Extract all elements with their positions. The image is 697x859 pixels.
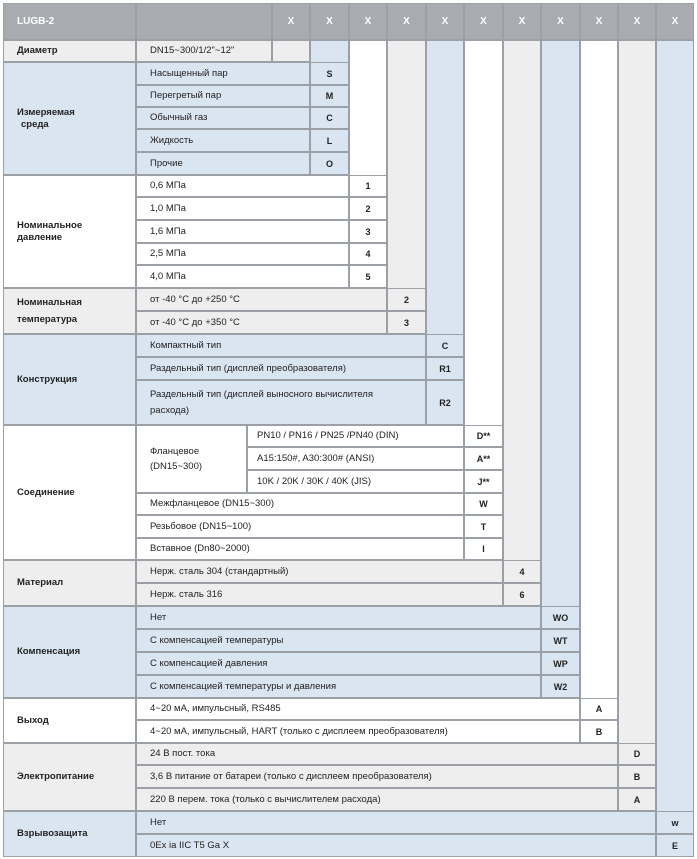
medium-label-line2: среда [21,118,49,130]
power-label: Электропитание [3,743,136,811]
medium-row-saturated-steam: Насыщенный пар [136,62,310,85]
connection-code-A: A** [464,447,503,470]
output-row-hart: 4~20 мА, импульсный, HART (только с дисплеем преобразователя) [136,720,580,743]
pressure-label-line1: Номинальное [17,219,83,231]
connection-code-D: D** [464,425,503,447]
temperature-label-line2: температура [17,314,78,325]
pressure-row-4-0: 4,0 МПа [136,265,349,288]
connection-row-threaded: Резьбовое (DN15~100) [136,515,464,538]
header-x-11: X [656,3,694,40]
pressure-row-0-6: 0,6 МПа [136,175,349,197]
medium-code-M: M [310,85,349,107]
construction-code-R1: R1 [426,357,464,380]
explosion-row-exia: 0Ex ia IIC T5 Ga X [136,834,656,857]
connection-label: Соединение [3,425,136,560]
output-label: Выход [3,698,136,743]
connection-flange-line2: (DN15~300) [150,461,203,472]
code-column-explosion [656,40,694,857]
connection-code-T: T [464,515,503,538]
temperature-code-2: 2 [387,288,426,311]
medium-code-C: C [310,107,349,129]
diameter-value: DN15~300/1/2"~12" [136,40,272,62]
power-row-24v: 24 В пост. тока [136,743,618,765]
explosion-code-w: w [656,811,694,834]
diameter-code [272,40,310,62]
construction-row-remote-calculator-line2: расхода) [150,404,190,416]
code-column-compensation [541,40,580,698]
temperature-row-350: от -40 °C до +350 °C [136,311,387,334]
pressure-row-1-6: 1,6 МПа [136,220,349,243]
pressure-label [3,175,136,288]
model-header [3,3,136,40]
connection-code-I: I [464,538,503,560]
header-spacer [136,3,272,40]
header-x-6: X [464,3,503,40]
material-label: Материал [3,560,136,606]
pressure-row-1-0: 1,0 МПа [136,197,349,220]
construction-row-compact: Компактный тип [136,334,426,357]
pressure-code-1: 1 [349,175,387,197]
pressure-code-4: 4 [349,243,387,265]
medium-row-other: Прочие [136,152,310,175]
compensation-code-WP: WP [541,652,580,675]
connection-flange-line1: Фланцевое [150,446,200,457]
construction-code-C: C [426,334,464,357]
header-x-8: X [541,3,580,40]
code-column-output [580,40,618,743]
header-x-2: X [310,3,349,40]
medium-label [3,62,136,175]
compensation-code-WT: WT [541,629,580,652]
output-code-A: A [580,698,618,720]
material-code-4: 4 [503,560,541,583]
compensation-row-pressure: С компенсацией давления [136,652,541,675]
explosion-code-E: E [656,834,694,857]
power-row-220v: 220 В перем. тока (только с вычислителем расхода) [136,788,618,811]
header-x-9: X [580,3,618,40]
material-row-304: Нерж. сталь 304 (стандартный) [136,560,503,583]
medium-code-L: L [310,129,349,152]
medium-row-gas: Обычный газ [136,107,310,129]
construction-label: Конструкция [3,334,136,425]
connection-flange-ansi: A15:150#, A30:300# (ANSI) [247,447,464,470]
connection-flange-din: PN10 / PN16 / PN25 /PN40 (DIN) [247,425,464,447]
header-x-1: X [272,3,310,40]
connection-code-J: J** [464,470,503,493]
output-code-B: B [580,720,618,743]
compensation-row-temp-pressure: С компенсацией температуры и давления [136,675,541,698]
code-column-power [618,40,656,811]
code-column-material [503,40,541,606]
medium-label-line1: Измеряемая [17,106,75,118]
connection-row-wafer: Межфланцевое (DN15~300) [136,493,464,515]
power-row-battery: 3,6 В питание от батареи (только с дисплеем преобразователя) [136,765,618,788]
diameter-label: Диаметр [3,40,136,62]
compensation-row-temperature: С компенсацией температуры [136,629,541,652]
header-x-3: X [349,3,387,40]
connection-flange-label [136,425,247,493]
temperature-row-250: от -40 °C до +250 °C [136,288,387,311]
pressure-code-2: 2 [349,197,387,220]
compensation-row-none: Нет [136,606,541,629]
construction-row-remote-display: Раздельный тип (дисплей преобразователя) [136,357,426,380]
connection-flange-jis: 10K / 20K / 30K / 40K (JIS) [247,470,464,493]
compensation-code-WO: WO [541,606,580,629]
medium-code-S: S [310,62,349,85]
temperature-code-3: 3 [387,311,426,334]
explosion-row-none: Нет [136,811,656,834]
header-x-4: X [387,3,426,40]
temperature-label [3,288,136,334]
explosion-label: Взрывозащита [3,811,136,857]
construction-row-remote-calculator [136,380,426,425]
header-x-5: X [426,3,464,40]
power-code-D: D [618,743,656,765]
compensation-code-W2: W2 [541,675,580,698]
power-code-A: A [618,788,656,811]
compensation-label: Компенсация [3,606,136,698]
temperature-label-line1: Номинальная [17,297,82,308]
construction-code-R2: R2 [426,380,464,425]
connection-row-insertion: Вставное (Dn80~2000) [136,538,464,560]
output-row-rs485: 4~20 мА, импульсный, RS485 [136,698,580,720]
medium-code-O: O [310,152,349,175]
connection-code-W: W [464,493,503,515]
medium-row-liquid: Жидкость [136,129,310,152]
material-row-316: Нерж. сталь 316 [136,583,503,606]
material-code-6: 6 [503,583,541,606]
pressure-code-5: 5 [349,265,387,288]
pressure-code-3: 3 [349,220,387,243]
header-x-10: X [618,3,656,40]
model-code: LUGB-2 [17,15,55,27]
construction-row-remote-calculator-line1: Раздельный тип (дисплей выносного вычислителя [150,388,373,400]
header-x-7: X [503,3,541,40]
medium-row-superheated-steam: Перегретый пар [136,85,310,107]
pressure-row-2-5: 2,5 МПа [136,243,349,265]
pressure-label-line2: давление [17,231,63,243]
power-code-B: B [618,765,656,788]
